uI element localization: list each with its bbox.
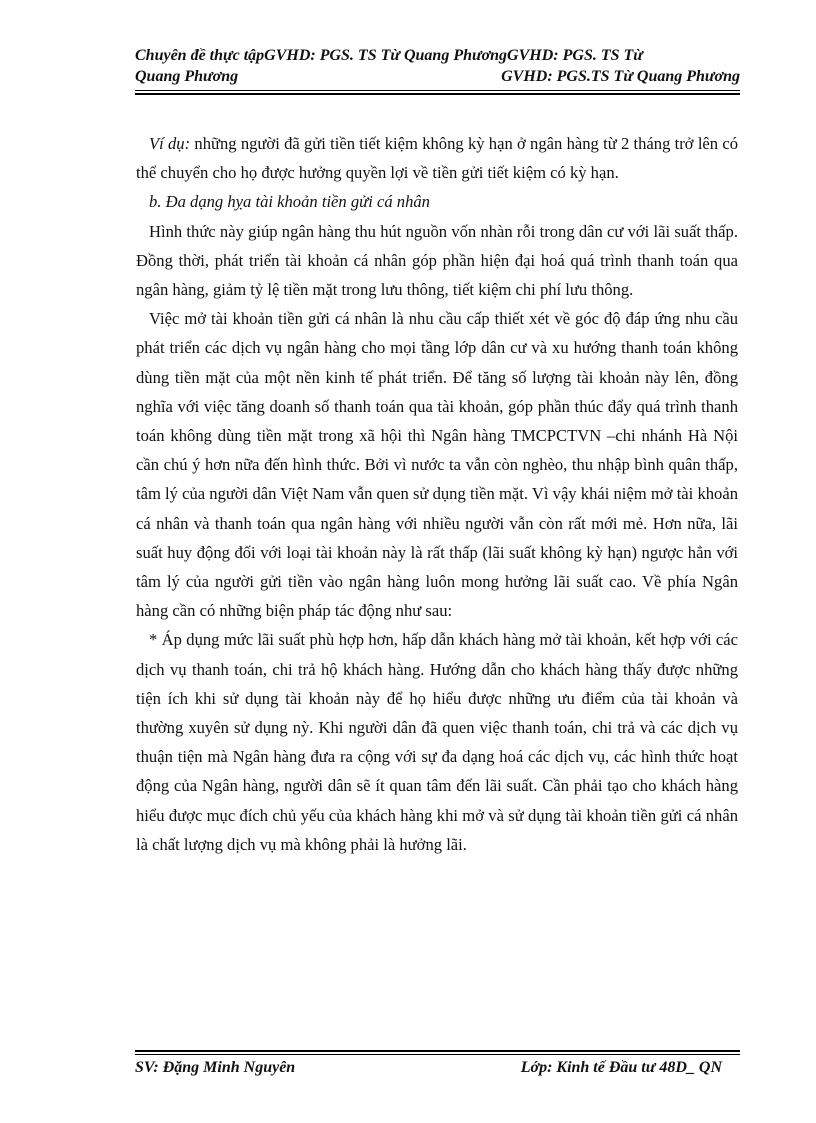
page-header: [135, 45, 740, 87]
header-divider-thick: [135, 93, 740, 95]
example-text: những người đã gửi tiền tiết kiệm không kỳ hạn ở ngân hàng từ 2 tháng trở lên có thể chuyển cho họ được hưởng quyền lợi về tiền gửi tiết kiệm có kỳ hạn.: [136, 134, 739, 183]
paragraph-3: Việc mở tài khoản tiền gửi cá nhân là nhu cầu cấp thiết xét về góc độ đáp ứng nhu cầu phát triển các dịch vụ ngân hàng cho mọi tầng lớp dân cư và xu hướng thanh toán không dùng tiền mặt của một nền kinh tế phát triển. Để tăng số lượng tài khoản này lên, đồng nghĩa với việc tăng doanh số thanh toán qua tài khoản, góp phần thúc đẩy quá trình thanh toán không dùng tiền mặt trong xã hội thì Ngân hàng TMCPCTVN –chi nhánh Hà Nội cần chú ý hơn nữa đến hình thức. Bởi vì nước ta vẫn còn nghèo, thu nhập bình quân thấp, tâm lý của người dân Việt Nam vẫn quen sử dụng tiền mặt. Vì vậy khái niệm mở tài khoản cá nhân và thanh toán qua ngân hàng với nhiều người vẫn còn rất mới mẻ. Hơn nữa, lãi suất huy động đối với loại tài khoản này là rất thấp (lãi suất không kỳ hạn) ngược hẳn với tâm lý của người gửi tiền vào ngân hàng luôn mong hưởng lãi suất cao. Về phía Ngân hàng cần có những biện pháp tác động như sau:: [136, 309, 738, 621]
header-line-2: [135, 66, 740, 87]
paragraph-4: * Áp dụng mức lãi suất phù hợp hơn, hấp dẫn khách hàng mở tài khoản, kết hợp với các dịch vụ thanh toán, chi trả hộ khách hàng. Hướng dẫn cho khách hàng thấy được những tiện ích khi sử dụng tài khoản này để họ hiểu được những ưu điểm của tài khoản và thường xuyên sử dụng nỳ. Khi người dân đã quen việc thanh toán, chi trả và các dịch vụ thuận tiện mà Ngân hàng đưa ra cộng với sự đa dạng hoá các dịch vụ, các hình thức hoạt động của Ngân hàng, người dân sẽ ít quan tâm đến lãi suất. Cần phải tạo cho khách hàng hiểu được mục đích chủ yếu của khách hàng khi mở và sử dụng tài khoản tiền gửi cá nhân là chất lượng dịch vụ mà không phải là hưởng lãi.: [136, 630, 738, 854]
footer-divider-thin: [135, 1054, 740, 1055]
header-advisor: GVHD: PGS.TS Từ Quang Phương: [501, 68, 740, 85]
footer-student: SV: Đặng Minh Nguyên: [135, 1059, 296, 1076]
footer-divider-thick: [135, 1050, 740, 1052]
paragraph-2: Hình thức này giúp ngân hàng thu hút nguồn vốn nhàn rỗi trong dân cư với lãi suất thấp. Đồng thời, phát triển tài khoản cá nhân góp phần hiện đại hoá quá trình thanh toán qua ngân hàng, giảm tỷ lệ tiền mặt trong lưu thông, tiết kiệm chi phí lưu thông.: [136, 221, 738, 300]
example-label: Ví dụ:: [149, 134, 191, 153]
section-heading-b: b. Đa dạng hỵa tài khoản tiền gửi cá nhân: [149, 192, 430, 212]
header-divider-thin: [135, 90, 740, 91]
header-author: Quang Phương: [135, 68, 239, 85]
footer-class: Lớp: Kinh tế Đầu tư 48D_ QN: [520, 1059, 722, 1076]
paragraph-example: [136, 129, 738, 187]
page-footer: [135, 1057, 722, 1078]
document-body: [136, 129, 738, 859]
header-line-1: Chuyên đề thực tậpGVHD: PGS. TS Từ Quang PhươngGVHD: PGS. TS Từ: [135, 47, 643, 64]
